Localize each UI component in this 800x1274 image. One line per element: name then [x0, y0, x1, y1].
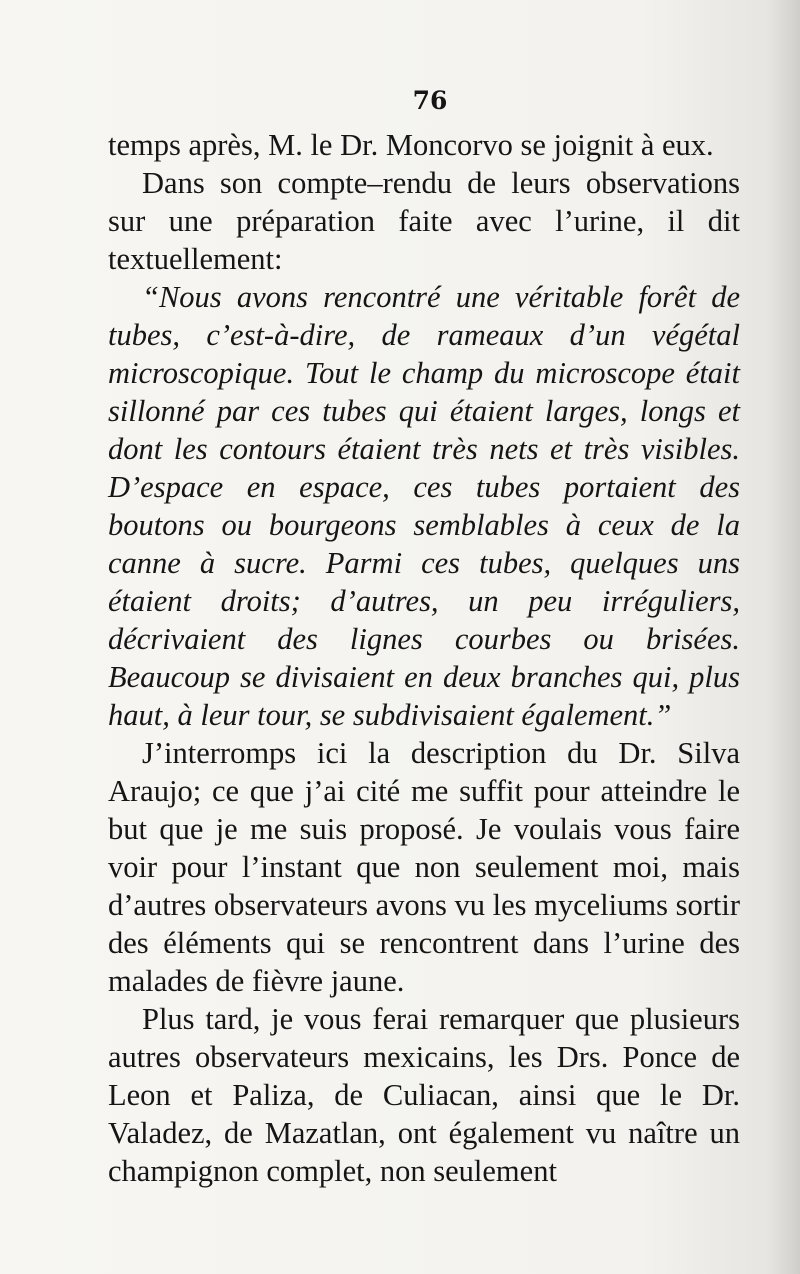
paragraph-report-intro: Dans son compte–rendu de leurs observations sur une préparation faite avec l’urine, il dit textuellement: — [108, 166, 740, 276]
paragraph-commentary: J’interromps ici la description du Dr. Silva Araujo; ce que j’ai cité me suffit pour atteindre le but que je me suis proposé. Je voulais vous faire voir pour l’instant que non seulement moi, mais d’autres observateurs avons vu les myceliums sortir des éléments qui se rencontrent dans l’urine des malades de fièvre jaune. — [108, 736, 740, 998]
paragraph-quotation: “Nous avons rencontré une véritable forêt de tubes, c’est-à-dire, de rameaux d’un végétal microscopique. Tout le champ du microscope était sillonné par ces tubes qui étaient larges, longs et dont les contours étaient très nets et très visibles. D’espace en espace, ces tubes portaient des boutons ou bourgeons semblables à ceux de la canne à sucre. Parmi ces tubes, quelques uns étaient droits; d’autres, un peu irréguliers, décrivaient des lignes courbes ou brisées. Beaucoup se divisaient en deux branches qui, plus haut, à leur tour, se subdivisaient également.” — [108, 280, 740, 732]
paragraph-mexican-observers: Plus tard, je vous ferai remarquer que plusieurs autres observateurs mexicains, les Drs. Ponce de Leon et Paliza, de Culiacan, ainsi que le Dr. Valadez, de Mazatlan, ont également vu naître un champignon complet, non seulement — [108, 1002, 740, 1188]
body-text — [108, 126, 740, 1190]
paragraph-continuation: temps après, M. le Dr. Moncorvo se joignit à eux. — [108, 128, 714, 162]
page-number: 76 — [412, 86, 448, 115]
